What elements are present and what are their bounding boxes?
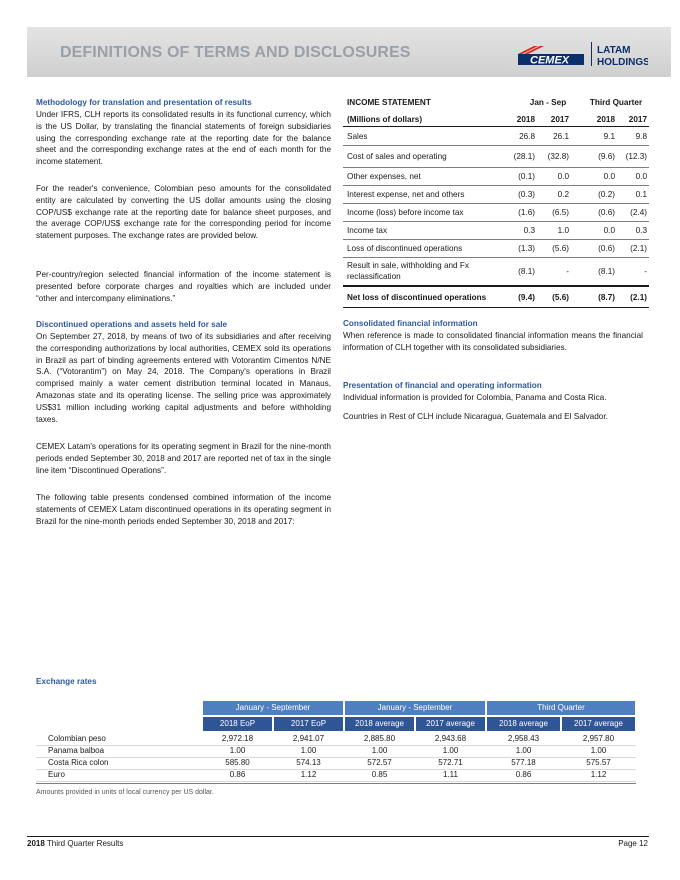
footer-report-name (27, 839, 123, 848)
row-value: (1.6) (518, 208, 535, 217)
exchange-note: Amounts provided in units of local currency per US dollar. (36, 789, 214, 796)
presentation-paragraph-2: Countries in Rest of CLH include Nicaragua, Guatemala and El Salvador. (343, 412, 608, 421)
exchange-value: 1.11 (443, 770, 458, 779)
row-value: (0.3) (518, 190, 535, 199)
col-group-third-quarter: Third Quarter (589, 98, 643, 107)
income-statement-row (343, 204, 649, 222)
row-value: (8.1) (518, 267, 535, 276)
exchange-value: 1.12 (590, 770, 607, 779)
income-statement-table (343, 96, 649, 302)
exchange-value: 1.12 (300, 770, 317, 779)
svg-text:LATAM: LATAM (597, 45, 631, 56)
row-value: (5.6) (552, 292, 569, 302)
exchange-col-header: 2018 average (487, 717, 560, 731)
footer-report-label: Third Quarter Results (44, 839, 124, 848)
row-value: 0.3 (523, 226, 535, 235)
exchange-row-label: Colombian peso (48, 734, 106, 743)
page-number: Page 12 (618, 839, 648, 848)
exchange-value: 2,885.80 (363, 734, 396, 743)
row-value: (0.6) (598, 208, 615, 217)
footer-divider (27, 836, 649, 837)
row-value: 0.2 (557, 190, 569, 199)
income-statement-row (343, 240, 649, 258)
row-value: (28.1) (513, 152, 535, 161)
year-header: 2017 (550, 115, 569, 124)
row-value: (6.5) (552, 208, 569, 217)
row-value: (2.1) (630, 244, 647, 253)
row-value: - (566, 267, 569, 276)
exchange-group-header: Third Quarter (487, 701, 635, 715)
row-label: Income (loss) before income tax (347, 208, 464, 217)
exchange-col-header: 2018 average (345, 717, 414, 731)
year-header: 2018 (596, 115, 615, 124)
page-title: DEFINITIONS OF TERMS AND DISCLOSURES (60, 44, 411, 61)
income-statement-row (343, 222, 649, 240)
discontinued-paragraph-3: The following table presents condensed combined information of the income statements of CEMEX Latam discontinued operations in its operating segment in Brazil for the nine-month periods ended September 30, 2018 and 2017: (36, 493, 331, 526)
year-header: 2017 (628, 115, 647, 124)
exchange-value: 2,957.80 (582, 734, 615, 743)
exchange-value: 1.00 (590, 746, 607, 755)
exchange-row-label: Euro (48, 770, 65, 779)
row-value: (0.6) (598, 244, 615, 253)
exchange-col-header: 2017 EoP (274, 717, 343, 731)
income-statement-row (343, 286, 649, 308)
row-label: Other expenses, net (347, 172, 421, 181)
footer-year: 2018 (27, 839, 45, 848)
row-label: Sales (347, 132, 368, 141)
consolidated-paragraph: When reference is made to consolidated financial information means the financial information of CLH together with its consolidated subsidiaries. (343, 331, 643, 352)
exchange-value: 575.57 (586, 758, 611, 767)
consolidated-title: Consolidated financial information (343, 319, 478, 328)
row-label: Income tax (347, 226, 388, 235)
income-statement-row (343, 186, 649, 204)
exchange-value: 0.86 (515, 770, 532, 779)
row-value: (0.2) (598, 190, 615, 199)
exchange-value: 0.85 (371, 770, 388, 779)
methodology-paragraph-2: For the reader's convenience, Colombian peso amounts for the consolidated entity are calculated by converting the US dollar amounts using the closing COP/US$ exchange rate at the reporting date for balance sheet purposes, and the average COP/US$ exchange rate for the corresponding period for income statement purposes. The exchange rates are provided below. (36, 184, 331, 241)
row-value: 9.8 (635, 132, 647, 141)
row-value: 0.0 (603, 226, 615, 235)
methodology-paragraph-1: Under IFRS, CLH reports its consolidated results in its functional currency, which is the US Dollar, by translating the financial statements of foreign subsidiaries using the corresponding exchange rate at the reporting date for the balance sheet and the corresponding exchange rates at the end of each month for the income statement. (36, 110, 331, 167)
presentation-title: Presentation of financial and operating information (343, 381, 542, 390)
row-value: 26.8 (519, 132, 535, 141)
row-value: 9.1 (603, 132, 615, 141)
exchange-col-header: 2018 EoP (203, 717, 272, 731)
exchange-group-header: January - September (203, 701, 343, 715)
row-value: (0.1) (518, 172, 535, 181)
income-statement-row (343, 146, 649, 168)
row-label: Net loss of discontinued operations (347, 292, 487, 302)
exchange-col-header: 2017 average (562, 717, 635, 731)
exchange-row-label: Costa Rica colon (48, 758, 109, 767)
row-value: - (644, 267, 647, 276)
exchange-value: 0.86 (229, 770, 246, 779)
exchange-value: 574.13 (296, 758, 321, 767)
row-value: 0.1 (635, 190, 647, 199)
logo-text: CEMEX (530, 54, 570, 67)
methodology-paragraph-3: Per-country/region selected financial information of the income statement is presented before corporate charges and royalties which are included under “other and intercompany eliminations.” (36, 270, 331, 303)
row-value: 0.3 (635, 226, 647, 235)
row-label: Result in sale, withholding and Fx reclassification (347, 261, 469, 281)
income-statement-row (343, 258, 649, 286)
exchange-value: 577.18 (511, 758, 536, 767)
row-value: 0.0 (635, 172, 647, 181)
row-value: (9.6) (598, 152, 615, 161)
exchange-group-header: January - September (345, 701, 485, 715)
methodology-title: Methodology for translation and presentation of results (36, 98, 252, 107)
col-group-jan-sep: Jan - Sep (529, 98, 567, 107)
exchange-value: 2,972.18 (221, 734, 254, 743)
row-value: (2.1) (630, 292, 647, 302)
row-value: 1.0 (557, 226, 569, 235)
year-header: 2018 (516, 115, 535, 124)
row-value: 0.0 (603, 172, 615, 181)
exchange-value: 585.80 (225, 758, 250, 767)
cemex-latam-logo (518, 38, 648, 68)
exchange-value: 1.00 (515, 746, 532, 755)
exchange-value: 572.71 (438, 758, 463, 767)
row-value: (2.4) (630, 208, 647, 217)
income-statement-subtitle: (Millions of dollars) (347, 115, 423, 124)
row-value: 0.0 (557, 172, 569, 181)
row-value: (8.7) (598, 292, 615, 302)
presentation-paragraph-1: Individual information is provided for Colombia, Panama and Costa Rica. (343, 393, 607, 402)
row-label: Interest expense, net and others (347, 190, 465, 199)
row-value: (1.3) (518, 244, 535, 253)
discontinued-paragraph-2: CEMEX Latam's operations for its operating segment in Brazil for the nine-month periods ended September 30, 2018 and 2017 are reported net of tax in the single line item “Discontinued Operations”. (36, 442, 331, 475)
exchange-value: 572.57 (367, 758, 392, 767)
exchange-value: 2,943.68 (434, 734, 467, 743)
row-value: (9.4) (518, 292, 535, 302)
exchange-rates-title: Exchange rates (36, 677, 97, 686)
row-value: (5.6) (552, 244, 569, 253)
exchange-row (36, 769, 636, 782)
exchange-divider (36, 783, 636, 784)
discontinued-paragraph-1: On September 27, 2018, by means of two of its subsidiaries and after receiving the corresponding authorizations by local authorities, CEMEX sold its operations in Brazil as part of binding agreements entered with Votorantim Cimentos N/NE S.A. (“Votorantim”) on May 24, 2018. The Company's operations in Brazil comprised mainly a water cement distribution terminal located in Manaus, Amazonas state and its operating license. The selling price was approximately US$31 million including working capital adjustments and before withholding taxes. (36, 332, 331, 424)
exchange-value: 1.00 (371, 746, 388, 755)
exchange-value: 1.00 (442, 746, 459, 755)
exchange-row-label: Panama balboa (48, 746, 105, 755)
exchange-value: 2,941.07 (292, 734, 325, 743)
row-value: (12.3) (625, 152, 647, 161)
income-statement-title: INCOME STATEMENT (347, 98, 431, 107)
row-value: 26.1 (553, 132, 569, 141)
discontinued-title: Discontinued operations and assets held for sale (36, 320, 228, 329)
exchange-value: 1.00 (229, 746, 246, 755)
exchange-value: 1.00 (300, 746, 317, 755)
row-value: (32.8) (547, 152, 569, 161)
row-value: (8.1) (598, 267, 615, 276)
row-label: Loss of discontinued operations (347, 244, 463, 253)
income-statement-row (343, 168, 649, 186)
income-statement-row (343, 128, 649, 146)
row-label: Cost of sales and operating (347, 152, 447, 161)
exchange-col-header: 2017 average (416, 717, 485, 731)
exchange-value: 2,958.43 (507, 734, 540, 743)
svg-text:HOLDINGS: HOLDINGS (597, 57, 648, 68)
